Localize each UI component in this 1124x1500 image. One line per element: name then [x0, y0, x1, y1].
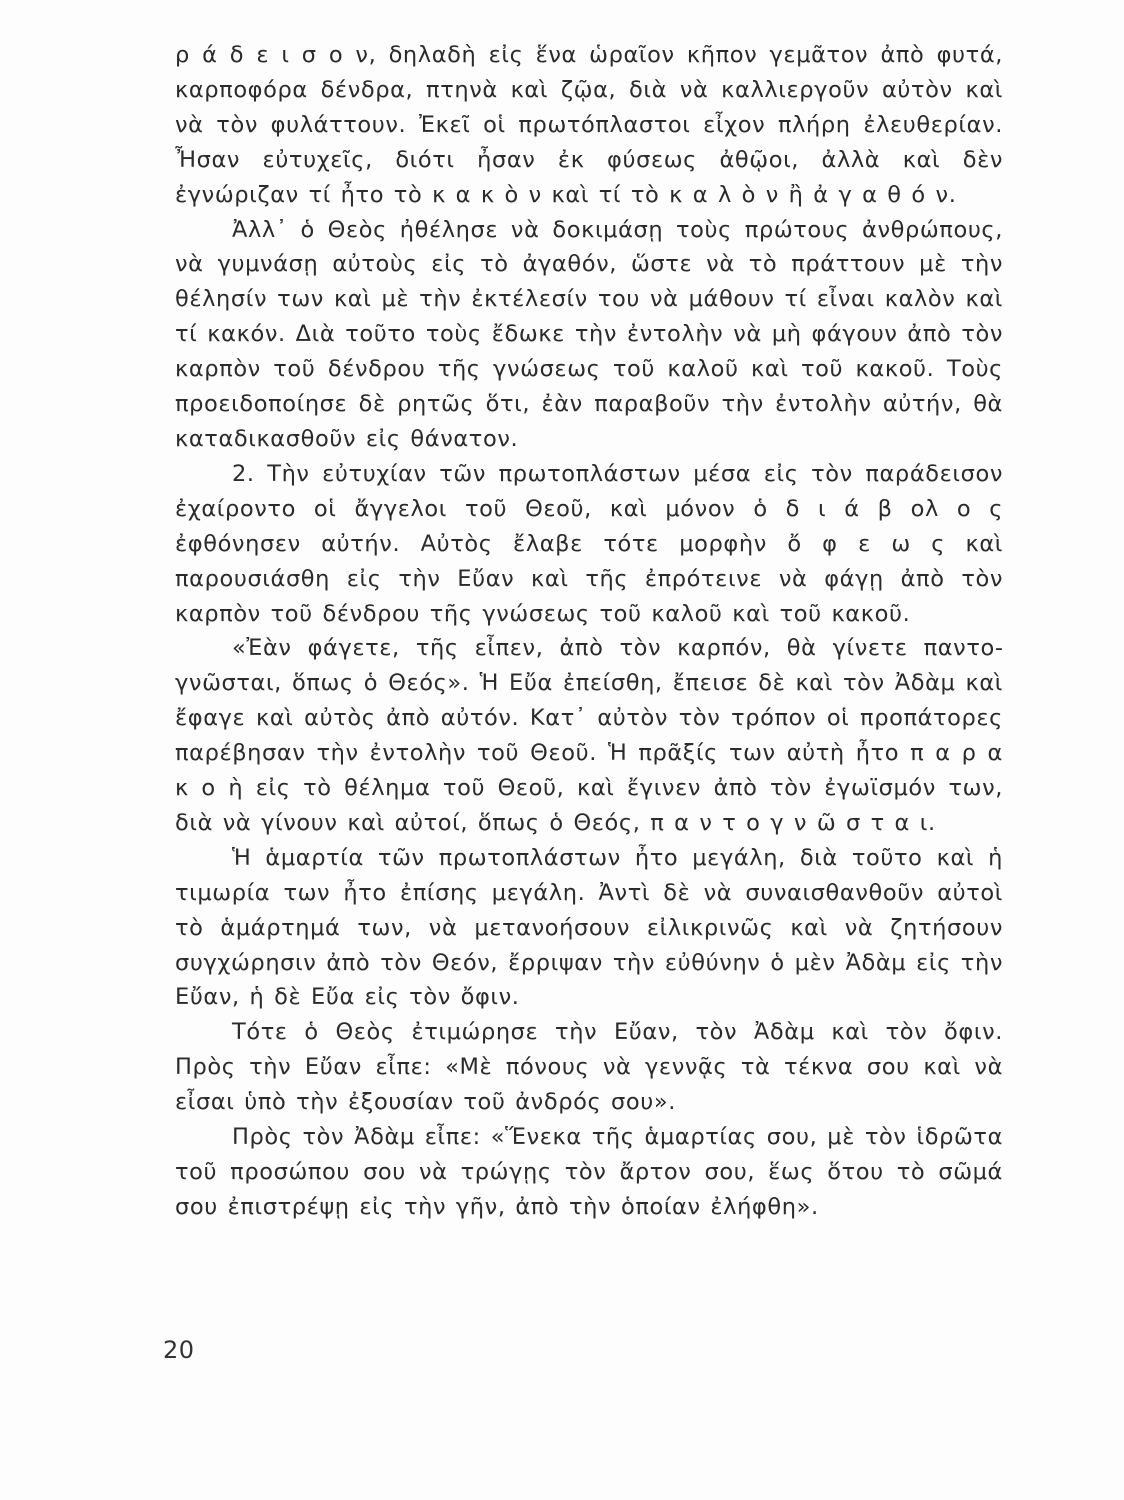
page-number: 20	[163, 1336, 195, 1364]
paragraph-3: 2. Τὴν εὐτυχίαν τῶν πρωτοπλάστων μέσα εἰς τὸν παράδεισον ἐχαίροντο οἱ ἄγγελοι τοῦ Θεοῦ, καὶ μόνον ὁ δ ι ά β ολ ο ς ἐφθόνησεν αὐτήν. Αὐτὸς ἔλαβε τότε μορφὴν ὄ φ ε ω ς καὶ παρουσιάσθη εἰς τὴν Εὔαν καὶ τῆς ἐπρότεινε νὰ φάγῃ ἀπὸ τὸν καρπὸν τοῦ δένδρου τῆς γνώσεως τοῦ καλοῦ καὶ τοῦ κακοῦ.	[175, 460, 1003, 627]
paragraph-4: «Ἐὰν φάγετε, τῆς εἶπεν, ἀπὸ τὸν καρπόν, θὰ γίνετε παντογνῶσται, ὅπως ὁ Θεός». Ἡ Εὔα ἐπείσθη, ἔπεισε δὲ καὶ τὸν Ἀδὰμ καὶ ἔφαγε καὶ αὐτὸς ἀπὸ αὐτόν. Κατ᾽ αὐτὸν τὸν τρόπον οἱ προπάτορες παρέβησαν τὴν ἐντολὴν τοῦ Θεοῦ. Ἡ πρᾶξίς των αὐτὴ ἦτο π α ρ α κ ο ὴ εἰς τὸ θέλημα τοῦ Θεοῦ, καὶ ἔγινεν ἀπὸ τὸν ἐγωϊσμόν των, διὰ νὰ γίνουν καὶ αὐτοί, ὅπως ὁ Θεός, π α ν τ ο γ ν ῶ σ τ α ι.	[175, 635, 1003, 836]
paragraph-7: Πρὸς τὸν Ἀδὰμ εἶπε: «Ἕνεκα τῆς ἁμαρτίας σου, μὲ τὸν ἱδρῶτα τοῦ προσώπου σου νὰ τρώγῃς τὸν ἄρτον σου, ἕως ὅτου τὸ σῶμά σου ἐπιστρέψῃ εἰς τὴν γῆν, ἀπὸ τὴν ὁποίαν ἐλήφθη».	[175, 1124, 1003, 1220]
paragraph-5: Ἡ ἁμαρτία τῶν πρωτοπλάστων ἦτο μεγάλη, διὰ τοῦτο καὶ ἡ τιμωρία των ἦτο ἐπίσης μεγάλη. Ἀντὶ δὲ νὰ συναισθανθοῦν αὐτοὶ τὸ ἁμάρτημά των, νὰ μετανοήσουν εἰλικρινῶς καὶ νὰ ζητήσουν συγχώρησιν ἀπὸ τὸν Θεόν, ἔρριψαν τὴν εὐθύνην ὁ μὲν Ἀδὰμ εἰς τὴν Εὔαν, ἡ δὲ Εὔα εἰς τὸν ὄφιν.	[175, 844, 1003, 1011]
paragraph-2: Ἀλλ᾽ ὁ Θεὸς ἠθέλησε νὰ δοκιμάσῃ τοὺς πρώτους ἀνθρώπους, νὰ γυμνάσῃ αὐτοὺς εἰς τὸ ἀγαθόν, ὥστε νὰ τὸ πράττουν μὲ τὴν θέλησίν των καὶ μὲ τὴν ἐκτέλεσίν του νὰ μάθουν τί εἶναι καλὸν καὶ τί κακόν. Διὰ τοῦτο τοὺς ἔδωκε τὴν ἐντολὴν νὰ μὴ φάγουν ἀπὸ τὸν καρπὸν τοῦ δένδρου τῆς γνώσεως τοῦ καλοῦ καὶ τοῦ κακοῦ. Τοὺς προειδοποίησε δὲ ρητῶς ὅτι, ἐὰν παραβοῦν τὴν ἐντολὴν αὐτήν, θὰ καταδικασθοῦν εἰς θάνατον.	[175, 216, 1003, 452]
paragraph-1: ρ ά δ ε ι σ ο ν, δηλαδὴ εἰς ἕνα ὡραῖον κῆπον γεμᾶτον ἀπὸ φυτά, καρποφόρα δένδρα, πτηνὰ καὶ ζῷα, διὰ νὰ καλλιεργοῦν αὐτὸν καὶ νὰ τὸν φυλάττουν. Ἐκεῖ οἱ πρωτόπλαστοι εἶχον πλήρη ἐλευθερίαν. Ἦσαν εὐτυχεῖς, διότι ἦσαν ἐκ φύσεως ἀθῷοι, ἀλλὰ καὶ δὲν ἐγνώριζαν τί ἦτο τὸ κ α κ ὸ ν καὶ τί τὸ κ α λ ὸ ν ἢ ἀ γ α θ ό ν.	[175, 42, 1003, 208]
paragraph-6: Τότε ὁ Θεὸς ἐτιμώρησε τὴν Εὔαν, τὸν Ἀδὰμ καὶ τὸν ὄφιν. Πρὸς τὴν Εὔαν εἶπε: «Μὲ πόνους νὰ γεννᾷς τὰ τέκνα σου καὶ νὰ εἶσαι ὑπὸ τὴν ἐξουσίαν τοῦ ἀνδρός σου».	[175, 1019, 1003, 1116]
body-text	[175, 38, 1003, 1225]
